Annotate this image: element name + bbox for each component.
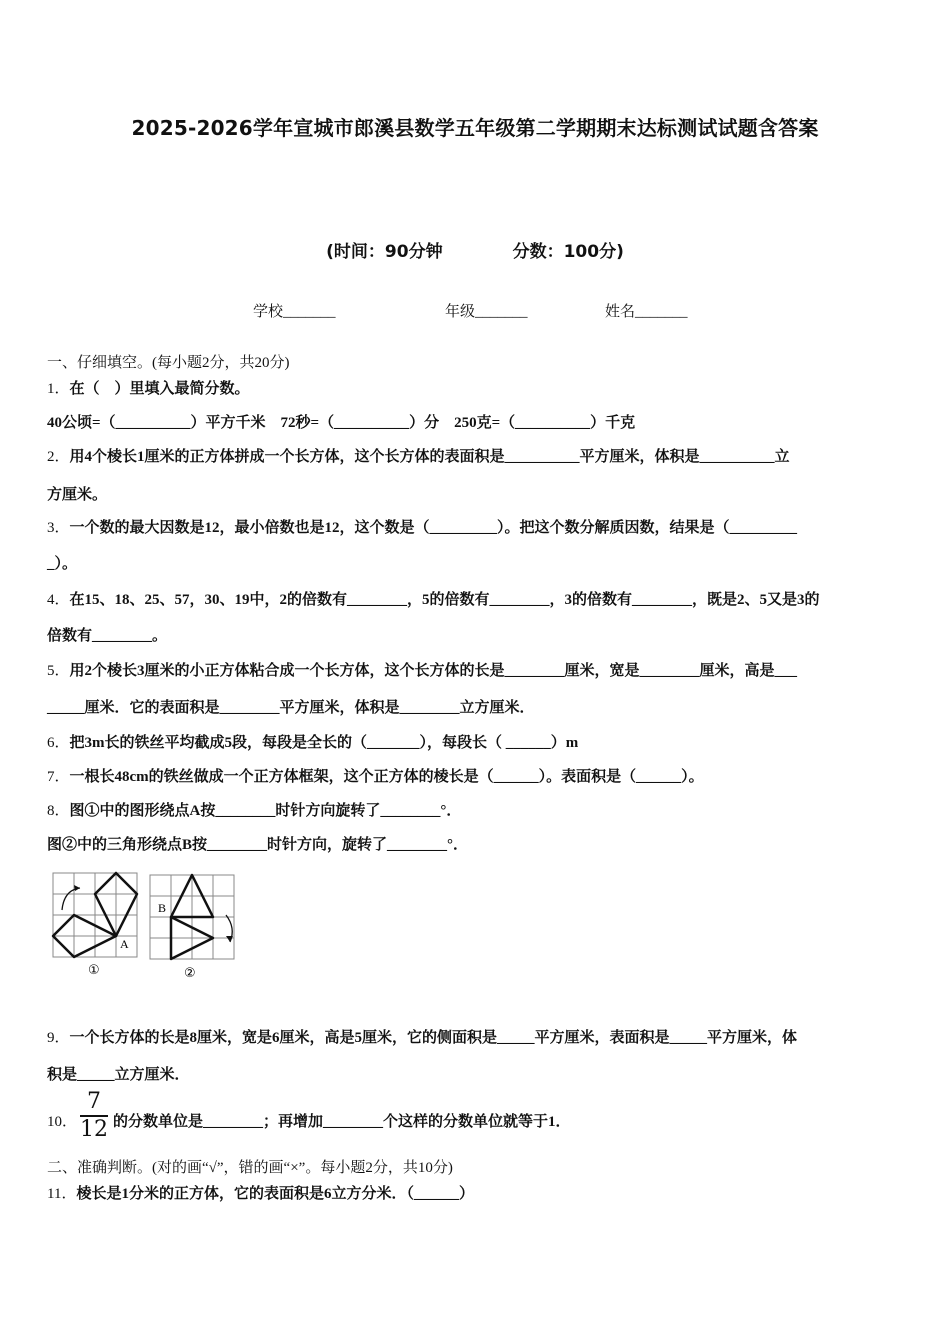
point-b-label: B [158,901,167,915]
question-4-cont: 倍数有________。 [47,628,168,644]
grade-field: 年级_______ [445,304,528,320]
question-number: 5． [47,663,70,679]
fraction-denominator: 12 [80,1117,108,1142]
question-text: 用4个棱长1厘米的正方体拼成一个长方体，这个长方体的表面积是__________平方厘米，体积是__________立 [69,449,790,465]
fraction-7-12 [78,1090,110,1142]
question-2-cont: 方厘米。 [47,487,108,503]
question-number: 6． [47,735,70,751]
question-number: 1． [47,381,70,397]
question-number: 4． [47,592,70,608]
question-10: 的分数单位是________；再增加________个这样的分数单位就等于1． [113,1114,571,1130]
question-8 [47,799,461,820]
question-3-cont: _）。 [47,556,78,572]
question-5 [47,659,797,680]
exam-score: 分数：100分) [512,242,624,262]
question-number: 11． [47,1186,77,1202]
question-text: 用2个棱长3厘米的小正方体粘合成一个长方体，这个长方体的长是________厘米，宽是________厘米，高是___ [69,663,798,679]
question-9 [47,1026,797,1047]
section-2-heading: 二、准确判断。(对的画“√”，错的画“×”。每小题2分，共10分) [47,1160,453,1176]
rotation-figure [50,870,240,982]
question-number: 3． [47,520,70,536]
question-2 [47,445,790,466]
exam-meta [0,237,950,262]
question-1-line: 40公顷=（__________）平方千米 72秒=（__________）分 250克=（__________）千克 [47,415,636,431]
exam-time: (时间：90分钟 [326,242,443,262]
question-11 [47,1182,474,1203]
question-5-cont: _____厘米．它的表面积是________平方厘米，体积是________立方厘米． [47,700,535,716]
question-number: 2． [47,449,70,465]
question-3 [47,516,797,537]
question-number: 7． [47,769,70,785]
question-1 [47,377,250,398]
figure-2-caption: ② [184,966,196,981]
section-1-heading: 一、仔细填空。(每小题2分，共20分) [47,355,290,371]
figure-1-caption: ① [88,963,100,978]
rotation-arrow-1 [62,888,80,910]
question-text: 一根长48cm的铁丝做成一个正方体框架，这个正方体的棱长是（______）。表面积是（______）。 [69,769,704,785]
question-7 [47,765,704,786]
point-a-label: A [120,937,129,951]
name-field: 姓名_______ [605,304,688,320]
question-number: 9． [47,1030,70,1046]
fraction-numerator: 7 [87,1089,101,1114]
question-text: 把3m长的铁丝平均截成5段，每段是全长的（_______），每段长（ ______）m [69,735,579,751]
question-number: 8． [47,803,70,819]
question-text: 在（ ）里填入最简分数。 [69,381,250,397]
question-text: 一个数的最大因数是12，最小倍数也是12，这个数是（_________）。把这个数分解质因数，结果是（_________ [69,520,798,536]
school-field: 学校_______ [253,304,336,320]
question-10-number [47,1110,77,1131]
question-number: 10． [47,1114,78,1130]
page-title: 2025-2026学年宣城市郎溪县数学五年级第二学期期末达标测试试题含答案 [131,116,819,140]
question-6 [47,731,578,752]
question-text: 一个长方体的长是8厘米，宽是6厘米，高是5厘米，它的侧面积是_____平方厘米，表面积是_____平方厘米，体 [69,1030,798,1046]
question-text: 图①中的图形绕点A按________时针方向旋转了________°． [69,803,462,819]
question-text: 在15、18、25、57，30、19中，2的倍数有________，5的倍数有________，3的倍数有________，既是2、5又是3的 [69,592,820,608]
question-9-cont: 积是_____立方厘米． [47,1067,190,1083]
question-8-cont: 图②中的三角形绕点B按________时针方向，旋转了________°． [47,837,469,853]
question-text: 棱长是1分米的正方体，它的表面积是6立方分米．（______） [76,1186,474,1202]
question-4 [47,588,820,609]
